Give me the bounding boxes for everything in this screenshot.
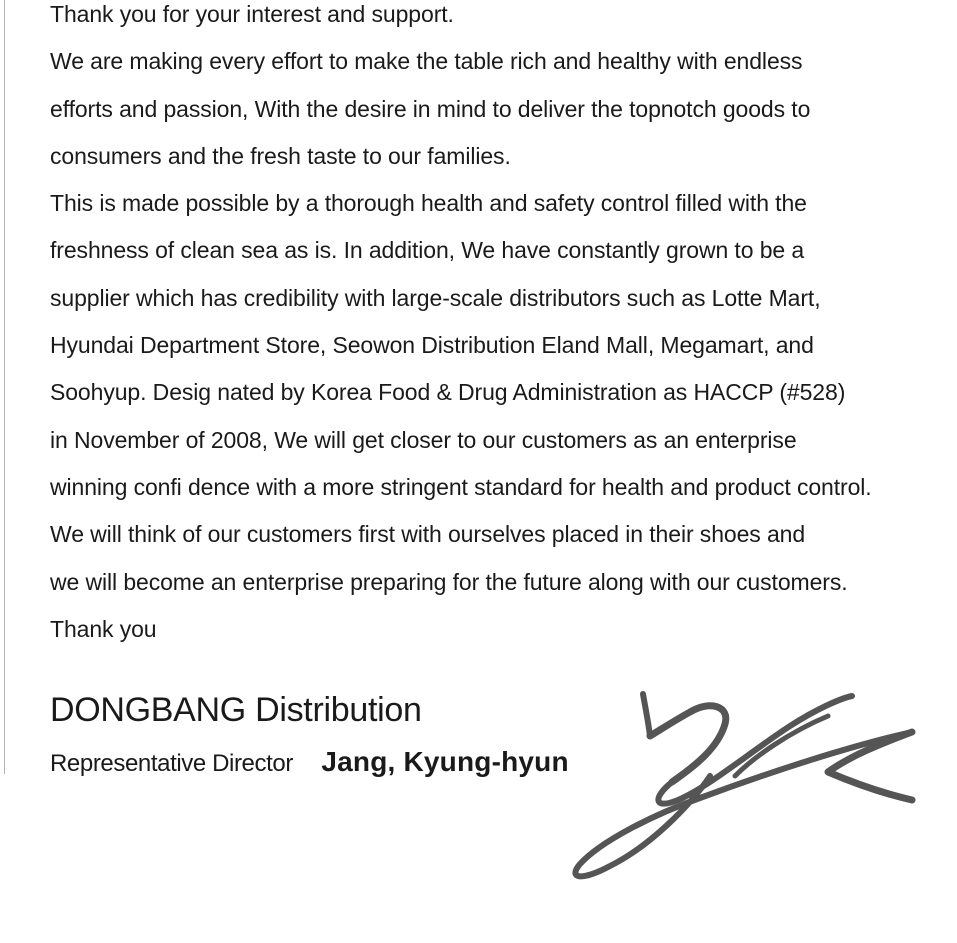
handwritten-signature [560, 686, 920, 886]
signature-stroke [650, 706, 726, 782]
left-margin-rule [4, 0, 5, 774]
letter-line: supplier which has credibility with large-scale distributors such as Lotte Mart, [50, 284, 821, 311]
letter-line: freshness of clean sea as is. In addition, We have constantly grown to be a [50, 237, 805, 264]
signature-stroke [643, 694, 650, 736]
representative-title: Representative Director [50, 750, 293, 777]
letter-line: winning confi dence with a more stringent standard for health and product control. [50, 473, 872, 500]
letter-line: We are making every effort to make the table rich and healthy with endless [50, 48, 803, 75]
letter-line: efforts and passion, With the desire in mind to deliver the topnotch goods to [50, 95, 811, 122]
representative-name: Jang, Kyung-hyun [321, 746, 569, 777]
letter-line: we will become an enterprise preparing for the future along with our customers. [50, 568, 848, 595]
letter-line: Thank you for your interest and support. [50, 1, 454, 27]
signature-block [50, 686, 569, 785]
letter-line: Hyundai Department Store, Seowon Distribution Eland Mall, Megamart, and [50, 332, 814, 359]
letter-line: Thank you [50, 615, 157, 642]
letter-line: consumers and the fresh taste to our families. [50, 142, 511, 169]
letter-body [50, 0, 940, 653]
letter-line: We will think of our customers first with ourselves placed in their shoes and [50, 521, 806, 548]
letter-line: This is made possible by a thorough health and safety control filled with the [50, 190, 807, 217]
letter-line: Soohyup. Desig nated by Korea Food & Drug Administration as HACCP (#528) [50, 379, 846, 406]
letter-line: in November of 2008, We will get closer to our customers as an enterprise [50, 426, 797, 453]
company-name: DONGBANG Distribution [50, 691, 422, 729]
representative-line [50, 744, 569, 785]
